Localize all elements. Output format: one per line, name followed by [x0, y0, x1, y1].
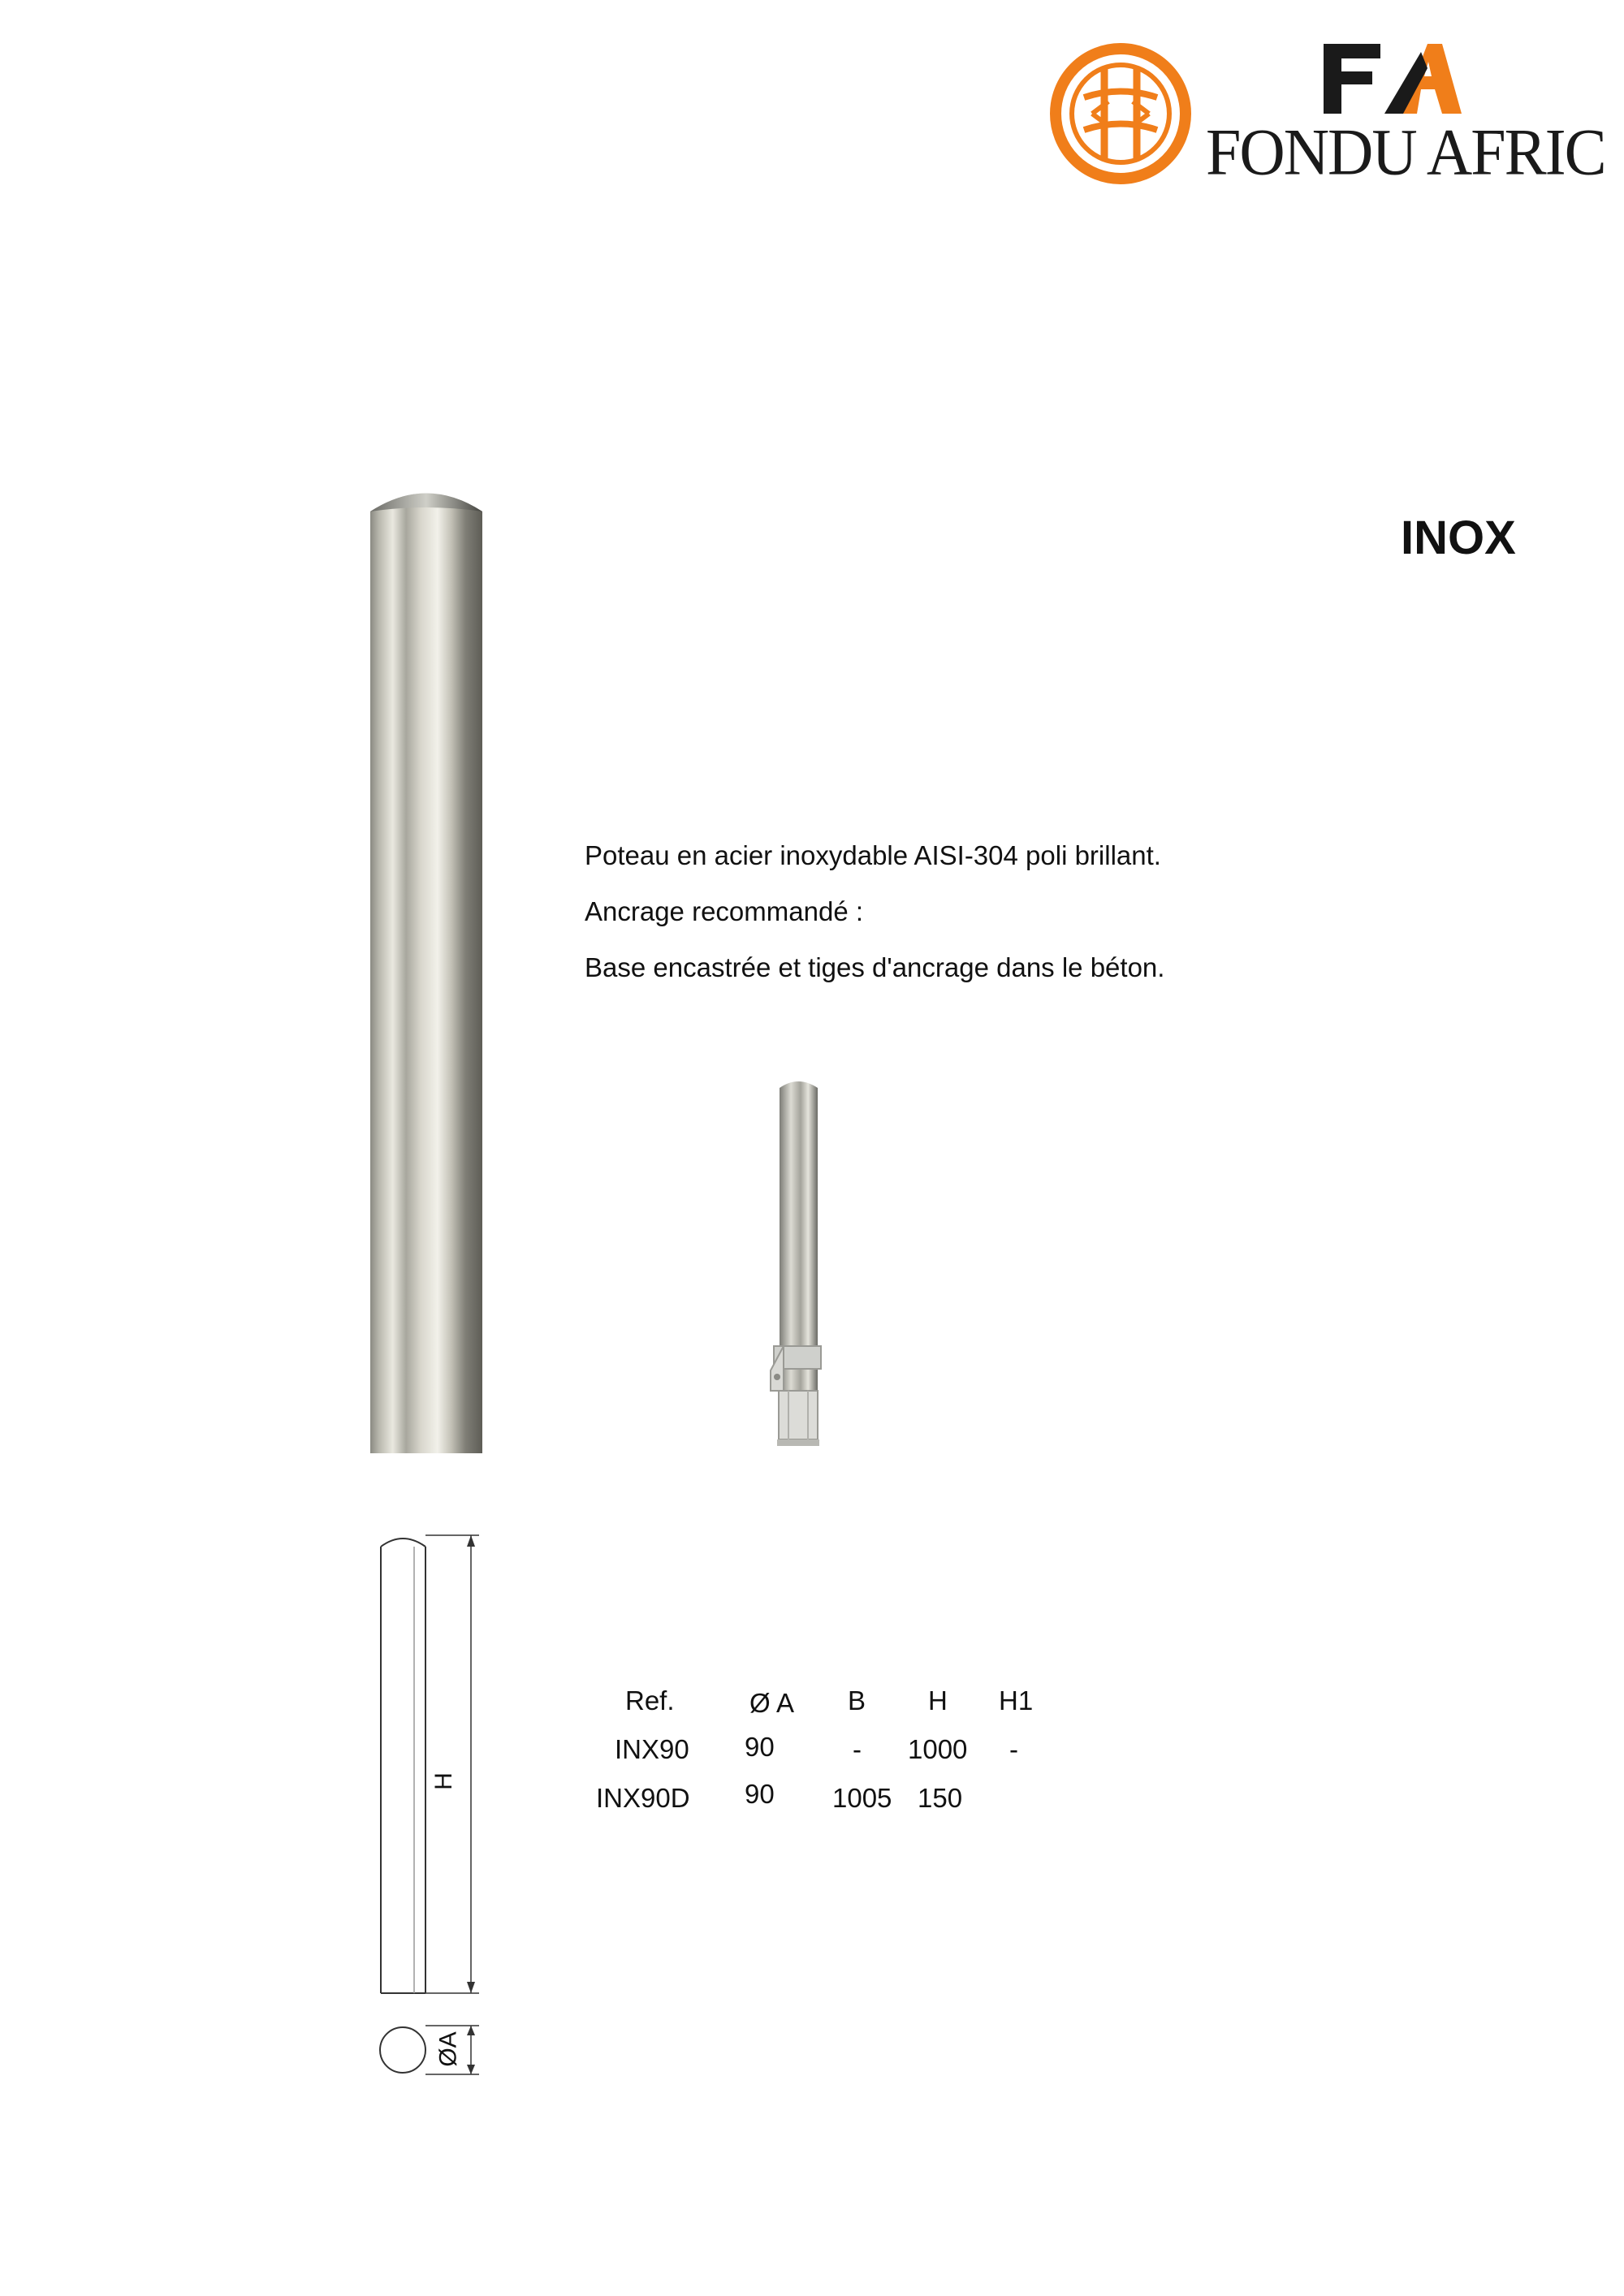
- description-line-material: Poteau en acier inoxydable AISI-304 poli brillant.: [585, 840, 1161, 870]
- table-cell-h: 1000: [908, 1734, 968, 1764]
- bollard-photo: [365, 487, 487, 1457]
- technical-drawing: [357, 1530, 495, 2082]
- table-cell-b: 1005: [832, 1783, 892, 1813]
- table-cell-diameter: 90: [745, 1732, 775, 1762]
- table-cell-b: -: [853, 1734, 862, 1764]
- table-header-b: B: [848, 1685, 866, 1716]
- table-cell-diameter: 90: [745, 1779, 775, 1809]
- table-cell-ref: INX90D: [596, 1783, 690, 1813]
- table-header-h: H: [928, 1685, 948, 1716]
- table-header-diameter: Ø A: [749, 1688, 795, 1718]
- product-title: INOX: [1401, 511, 1516, 564]
- bollard-with-base-photo: [759, 1078, 824, 1452]
- logo-emblem-icon: [1047, 41, 1194, 187]
- height-dimension-label: H: [430, 1772, 457, 1790]
- table-header-h1: H1: [999, 1685, 1034, 1716]
- diameter-dimension-label: ØA: [434, 2031, 462, 2067]
- table-cell-h1: -: [1009, 1734, 1018, 1764]
- table-header-ref: Ref.: [625, 1685, 675, 1716]
- logo-initials-icon: [1324, 44, 1462, 114]
- description-line-base: Base encastrée et tiges d'ancrage dans le béton.: [585, 952, 1165, 982]
- table-cell-ref: INX90: [615, 1734, 689, 1764]
- company-logo: [1047, 41, 1605, 195]
- table-cell-h: 150: [918, 1783, 963, 1813]
- description-line-anchoring: Ancrage recommandé :: [585, 896, 864, 926]
- logo-name: FONDU AFRIC: [1206, 114, 1605, 189]
- dimension-diagram: [357, 1530, 495, 2082]
